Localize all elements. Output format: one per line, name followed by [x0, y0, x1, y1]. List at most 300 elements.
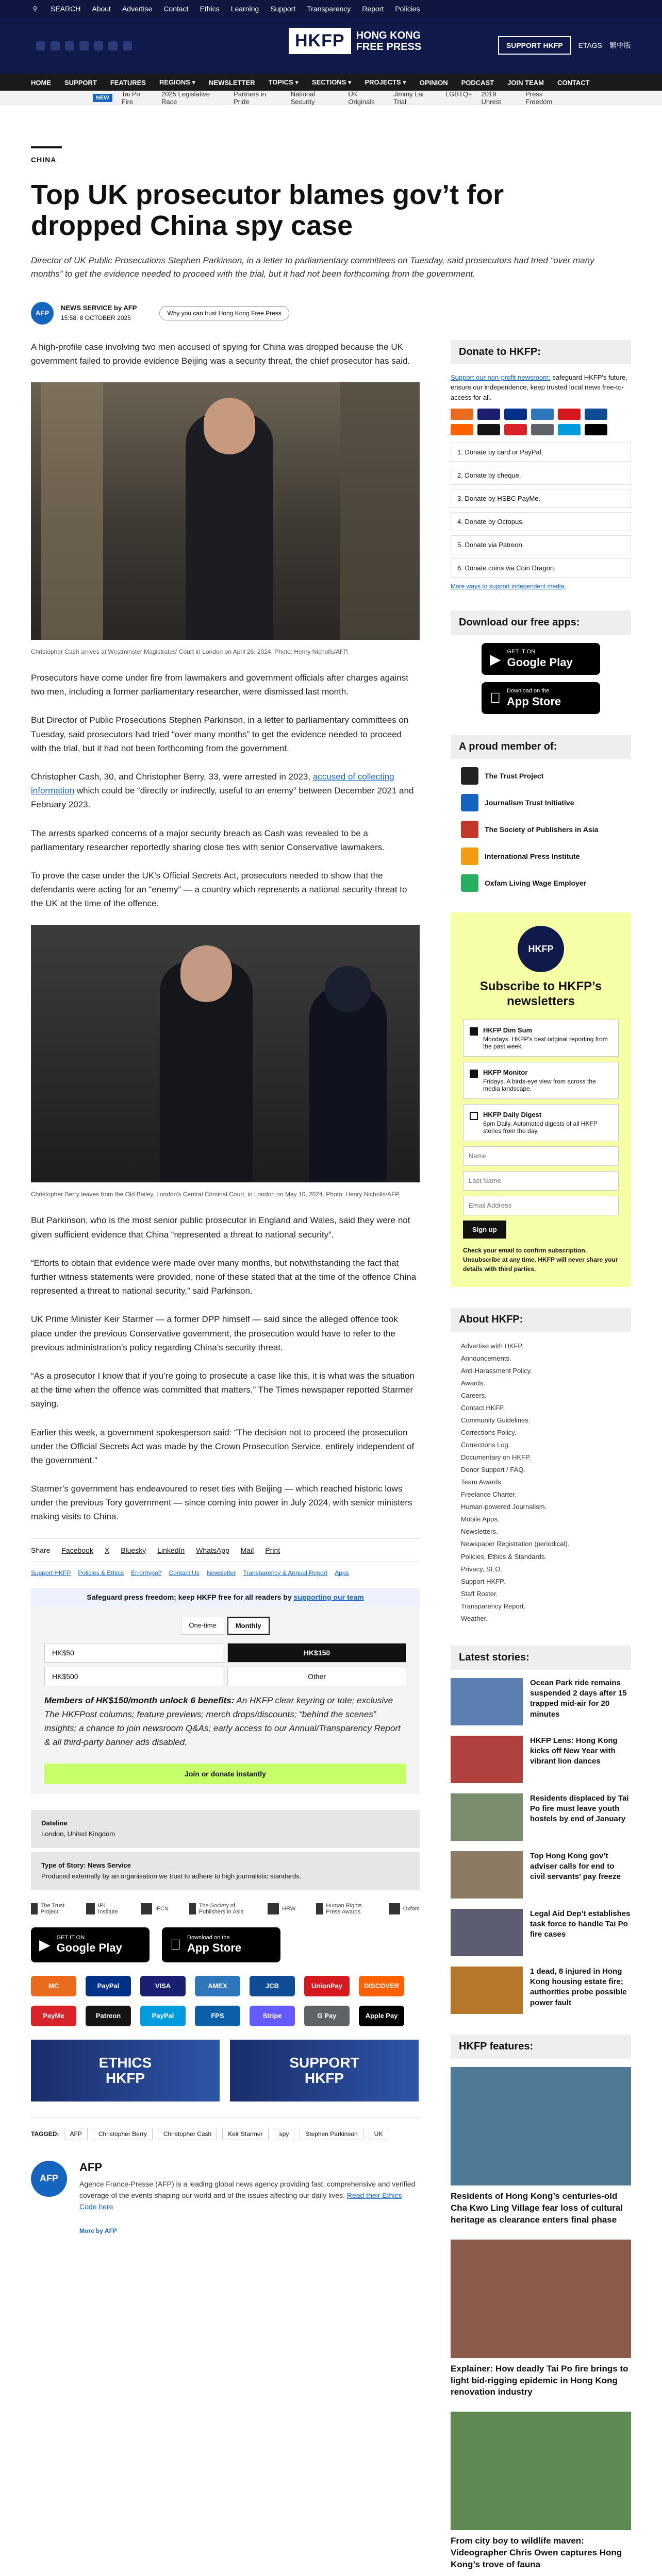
ethics-code-link[interactable]: Read their Ethics Code here — [79, 2191, 402, 2211]
mini-payment-logo — [558, 409, 581, 420]
nav-item[interactable]: HOME — [31, 78, 51, 87]
donate-amounts — [44, 1643, 406, 1686]
story-type-value: Produced externally by an organisation we trust to adhere to high journalistic standards. — [41, 1872, 302, 1880]
about-link[interactable]: Awards. — [461, 1379, 485, 1387]
mini-payment-logo — [531, 424, 554, 435]
payment-logo: JCB — [250, 1976, 295, 1996]
article — [0, 105, 662, 2576]
donate-widget — [31, 1588, 420, 1795]
story-title[interactable]: Top Hong Kong gov’t adviser calls for end to civil servants’ pay freeze — [530, 1851, 621, 1882]
feature-title[interactable]: From city boy to wildlife maven: Videographer Chris Owen captures Hong Kong’s trove of fauna — [451, 2536, 622, 2570]
member-logo[interactable] — [461, 794, 631, 811]
about-link[interactable]: Careers. — [461, 1391, 487, 1399]
donate-options — [451, 443, 631, 578]
trending-item[interactable]: Jimmy Lai Trial — [393, 90, 424, 106]
promo-banners — [31, 2040, 420, 2102]
mini-payment-logo — [585, 409, 607, 420]
story-thumbnail[interactable] — [451, 1851, 523, 1899]
payment-logo: VISA — [140, 1976, 186, 1996]
app-store-buttons — [31, 1927, 420, 1962]
mini-payment-logo — [451, 424, 473, 435]
donate-option[interactable]: 5. Donate via Patreon. — [451, 535, 631, 554]
chinese-edition-link[interactable]: 繁中版 — [609, 41, 631, 49]
members-benefits-title: Members of HK$150/month unlock 6 benefits: — [44, 1695, 235, 1705]
payment-logo: AMEX — [195, 1976, 240, 1996]
threads-icon[interactable] — [108, 41, 118, 50]
instagram-icon[interactable] — [65, 41, 74, 50]
about-link[interactable]: Policies, Ethics & Standards. — [461, 1552, 547, 1561]
members-benefits — [44, 1693, 406, 1750]
search-icon[interactable]: ⚲ — [32, 5, 38, 12]
member-logo[interactable] — [461, 848, 631, 865]
donate-frequency — [44, 1617, 406, 1635]
paragraph-group-4 — [31, 1213, 420, 1523]
top-link[interactable]: About — [92, 5, 111, 13]
latest-story[interactable] — [451, 1678, 631, 1725]
byline-date: 15:58, 8 OCTOBER 2025 — [61, 314, 131, 322]
member-logo[interactable] — [461, 874, 631, 892]
support-hkfp-button[interactable]: SUPPORT HKFP — [498, 36, 571, 55]
mini-payment-logo — [477, 409, 500, 420]
new-badge: NEW — [93, 94, 112, 102]
latest-story[interactable] — [451, 1967, 631, 2014]
payment-logo: Apple Pay — [359, 2006, 404, 2026]
sidebar-google-play-button[interactable]: ▶ GET IT ON Google Play — [482, 643, 600, 675]
story-thumbnail[interactable] — [451, 1736, 523, 1783]
trending-item[interactable]: UK Originals — [348, 90, 375, 106]
para-cash-pre: Christopher Cash, 30, and Christopher Berry, 33, were arrested in 2023, — [31, 771, 313, 782]
mini-payment-logo — [504, 424, 527, 435]
trending-item[interactable]: Partners in Pride — [234, 90, 267, 106]
about-links — [451, 1340, 631, 1625]
top-link[interactable]: Learning — [230, 5, 259, 13]
story-type-box — [31, 1852, 420, 1890]
payment-logo: MC — [31, 1976, 76, 1996]
author-avatar[interactable]: AFP — [31, 302, 54, 325]
mini-payment-logo — [451, 409, 473, 420]
app-store-label: Download on the App Store — [176, 1934, 231, 1954]
payment-logo: PayMe — [31, 2006, 76, 2026]
about-link[interactable]: Staff Roster. — [461, 1589, 498, 1598]
logo-mark: HKFP — [289, 28, 351, 54]
main-nav — [0, 74, 662, 91]
footer-link[interactable]: Support HKFP — [31, 1569, 71, 1577]
app-store-button[interactable] — [162, 1927, 280, 1962]
article-footer-links — [31, 1569, 420, 1577]
article-paragraph: Prosecutors have come under fire from lawmakers and government officials after charges against two men, including a former parliamentary researcher, were dismissed last month. — [31, 673, 408, 697]
tag-link[interactable]: Christopher Berry — [93, 2128, 153, 2140]
feature-story[interactable] — [451, 2067, 631, 2226]
footer-link[interactable]: Contact Us — [169, 1569, 200, 1577]
promo-banner[interactable]: ETHICS HKFP — [31, 2040, 220, 2102]
about-link[interactable]: Mobile Apps. — [461, 1515, 500, 1523]
about-link[interactable]: Newspaper Registration (periodical). — [461, 1540, 570, 1548]
signup-button[interactable]: Sign up — [463, 1221, 506, 1239]
photo-christopher-cash — [31, 382, 420, 640]
latest-story[interactable] — [451, 1793, 631, 1841]
photo-christopher-berry — [31, 925, 420, 1182]
article-paragraph: A high-profile case involving two men accused of spying for China was dropped because the UK government failed to provide evidence Beijing was a security threat, the chief prosecutor has said. — [31, 342, 410, 366]
newsletter-option-desc: Fridays. A birds-eye view from across the media landscape. — [483, 1077, 596, 1092]
newsletter-option-title: HKFP Daily Digest — [483, 1110, 542, 1118]
trust-logo: IFCN — [141, 1903, 169, 1914]
photo-caption-2: Christopher Berry leaves from the Old Bailey, London's Central Criminal Court, in London on May 10, 2024. Photo: Henry Nicholls/AFP. — [31, 1191, 401, 1198]
tag-link[interactable]: spy — [274, 2128, 295, 2140]
feature-image[interactable] — [451, 2067, 631, 2185]
donate-option[interactable]: 1. Donate by card or PayPal. — [451, 443, 631, 462]
mini-payment-logo — [531, 409, 554, 420]
footer-link[interactable]: Policies & Ethics — [78, 1569, 124, 1577]
donate-option[interactable]: 4. Donate by Octopus. — [451, 512, 631, 531]
amount-other[interactable]: Other — [227, 1667, 406, 1686]
newsletter-checkbox[interactable] — [470, 1070, 478, 1078]
donate-head — [31, 1588, 420, 1606]
nav-item[interactable]: NEWSLETTER — [209, 78, 255, 87]
trending-item[interactable]: 2019 Unrest — [481, 90, 501, 106]
more-ways-link[interactable]: More ways to support independent media. — [451, 583, 566, 590]
support-newsroom-link[interactable]: Support our non-profit newsroom: — [451, 373, 551, 381]
latest-story[interactable] — [451, 1851, 631, 1899]
top-link[interactable]: Policies — [395, 5, 420, 13]
top-search-label[interactable]: SEARCH — [51, 5, 81, 13]
article-paragraph: The arrests sparked concerns of a major security breach as Cash was revealed to be a parliamentary researcher reportedly sharing close ties with senior Conservative lawmakers. — [31, 828, 385, 852]
share-link[interactable]: Mail — [240, 1546, 254, 1554]
article-title: Top UK prosecutor blames gov’t for dropped China spy case — [31, 179, 504, 242]
feature-title[interactable]: Explainer: How deadly Tai Po fire brings to light bid-rigging epidemic in Hong Kong renovation industry — [451, 2363, 628, 2397]
latest-story[interactable] — [451, 1909, 631, 1956]
about-link[interactable]: Documentary on HKFP. — [461, 1453, 531, 1462]
twitter-icon[interactable] — [36, 41, 45, 50]
play-icon: ▶ — [39, 1937, 51, 1953]
payment-logo: FPS — [195, 2006, 240, 2026]
sidebar-payment-logos — [451, 409, 631, 435]
newsletter-option[interactable] — [463, 1062, 619, 1099]
masthead — [0, 18, 662, 74]
byline — [31, 302, 631, 325]
tags-row — [31, 2117, 420, 2140]
member-logos — [451, 767, 631, 892]
newsletter-options — [463, 1020, 619, 1141]
accused-link[interactable]: accused of collecting information — [31, 771, 394, 796]
about-link[interactable]: Freelance Charter. — [461, 1490, 517, 1499]
apps-title: Download our free apps: — [451, 611, 631, 635]
share-bar — [31, 1538, 420, 1562]
article-paragraph-cash — [31, 770, 420, 812]
share-link[interactable]: X — [104, 1546, 110, 1554]
nav-item[interactable]: PODCAST — [461, 78, 494, 87]
top-link[interactable]: Advertise — [122, 5, 153, 13]
top-link[interactable]: Ethics — [200, 5, 220, 13]
rss-icon[interactable] — [123, 41, 132, 50]
latest-title: Latest stories: — [451, 1646, 631, 1670]
tagged-label: TAGGED: — [31, 2130, 59, 2138]
article-paragraph: To prove the case under the UK’s Official Secrets Act, prosecutors needed to show that the defendants were acting for an “enemy” — a country which represents a national security threat to the UK at the time of the offence. — [31, 870, 407, 909]
footer-link[interactable]: Transparency & Annual Report — [243, 1569, 328, 1577]
story-title[interactable]: HKFP Lens: Hong Kong kicks off New Year with vibrant lion dances — [530, 1736, 618, 1766]
logo-text — [356, 30, 422, 53]
story-thumbnail[interactable] — [451, 1793, 523, 1841]
newsletter-option-desc: Mondays. HKFP's best original reporting from the past week. — [483, 1035, 608, 1050]
trending-item[interactable]: 2025 Legislative Race — [161, 90, 210, 106]
apple-icon — [170, 1937, 181, 1953]
feature-image[interactable] — [451, 2412, 631, 2530]
payment-logo: DISCOVER — [359, 1976, 404, 1996]
donate-option[interactable]: 2. Donate by cheque. — [451, 466, 631, 485]
proud-member-title: A proud member of: — [451, 735, 631, 759]
apple-icon — [490, 690, 501, 706]
more-by-author-link[interactable]: More by AFP — [79, 2227, 117, 2234]
about-link[interactable]: Team Awards. — [461, 1478, 503, 1486]
sidebar-app-store-button[interactable]: Download on the App Store — [482, 682, 600, 714]
tag-link[interactable]: Stephen Parkinson — [300, 2128, 363, 2140]
about-link[interactable]: Support HKFP. — [461, 1577, 505, 1585]
trending-items — [122, 90, 569, 106]
top-links — [92, 5, 420, 13]
newsletter-option[interactable] — [463, 1020, 619, 1057]
payment-logo: Stripe — [250, 2006, 295, 2026]
author-box-avatar[interactable]: AFP — [31, 2161, 67, 2197]
newsletter-option-text — [483, 1111, 612, 1134]
trending-item[interactable]: Tai Po Fire — [121, 90, 140, 106]
article-paragraph: But Parkinson, who is the most senior public prosecutor in England and Wales, said they were not given sufficient evidence that China “represented a threat to national security”. — [31, 1215, 410, 1240]
features-title: HKFP features: — [451, 2035, 631, 2059]
member-logo-icon — [461, 794, 478, 811]
about-link[interactable]: Corrections Policy. — [461, 1429, 517, 1437]
share-link[interactable]: Bluesky — [121, 1546, 146, 1554]
dateline-label: Dateline — [41, 1819, 68, 1827]
share-link[interactable]: LinkedIn — [157, 1546, 185, 1554]
name-field[interactable] — [463, 1146, 619, 1166]
top-link[interactable]: Contact — [163, 5, 189, 13]
payment-logo: Patreon — [86, 2006, 131, 2026]
article-paragraph: UK Prime Minister Keir Starmer — a former DPP himself — said since the alleged offence took place under the previous Conservative government, the prosecution would have to refer to the previous administration’s policy regarding China’s security threat. — [31, 1314, 398, 1352]
tag-link[interactable]: UK — [369, 2128, 389, 2140]
nav-item[interactable]: PROJECTS ▾ — [365, 78, 406, 86]
nav-item[interactable]: JOIN TEAM — [507, 78, 544, 87]
promo-banner[interactable]: SUPPORT HKFP — [230, 2040, 419, 2102]
story-title[interactable]: Legal Aid Dep’t establishes task force to handle Tai Po fire cases — [530, 1909, 631, 1939]
about-link[interactable]: Advertise with HKFP. — [461, 1342, 524, 1350]
nav-item[interactable]: TOPICS ▾ — [268, 78, 299, 86]
story-thumbnail[interactable] — [451, 1967, 523, 2014]
byline-author[interactable]: NEWS SERVICE by AFP — [61, 303, 137, 312]
top-link[interactable]: Transparency — [307, 5, 351, 13]
member-logo-label: Oxfam Living Wage Employer — [485, 879, 587, 888]
masthead-actions — [498, 36, 631, 55]
paragraph-group-1 — [31, 340, 420, 368]
mini-payment-logo — [585, 424, 607, 435]
nav-item[interactable]: REGIONS ▾ — [159, 78, 196, 86]
trust-logo: The Society of Publishers in Asia — [189, 1903, 247, 1915]
about-link[interactable]: Community Guidelines. — [461, 1416, 531, 1424]
latest-stories — [451, 1678, 631, 2014]
article-paragraph: But Director of Public Prosecutions Stephen Parkinson, in a letter to parliamentary committees on Tuesday, said prosecutors had tried “over many months” to get the evidence needed to proceed with the trial, but it had not been forthcoming from the government. — [31, 715, 409, 753]
about-link[interactable]: Privacy, SEO. — [461, 1565, 502, 1573]
newsletter-option-title: HKFP Monitor — [483, 1068, 528, 1076]
about-link[interactable]: Announcements. — [461, 1354, 511, 1362]
newsletter-signup — [451, 912, 631, 1287]
trending-bar — [0, 91, 662, 105]
about-link[interactable]: Human-powered Journalism. — [461, 1503, 547, 1511]
mini-payment-logo — [558, 424, 581, 435]
newsletter-option[interactable] — [463, 1104, 619, 1141]
join-donate-button[interactable]: Join or donate instantly — [44, 1764, 406, 1784]
payment-logo: PayPal — [86, 1976, 131, 1996]
latest-story[interactable] — [451, 1736, 631, 1783]
content-columns — [31, 340, 631, 2576]
article-lede: Director of UK Public Prosecutions Stephen Parkinson, in a letter to parliamentary committees on Tuesday, said prosecutors had tried “over many months” to get the evidence needed to proceed with the trial, but it had not been forthcoming from the government. — [31, 255, 594, 279]
dateline-value: London, United Kingdom — [41, 1830, 115, 1838]
member-logo[interactable] — [461, 767, 631, 785]
newsletter-logo: HKFP — [518, 926, 564, 972]
about-title: About HKFP: — [451, 1308, 631, 1332]
youtube-icon[interactable] — [79, 41, 89, 50]
about-link[interactable]: Transparency Report. — [461, 1602, 526, 1610]
trending-item[interactable]: National Security — [290, 90, 316, 106]
story-title[interactable]: 1 dead, 8 injured in Hong Kong housing estate fire; authorities probe possible power fault — [530, 1967, 627, 2007]
trending-item[interactable]: Press Freedom — [525, 90, 553, 106]
mini-payment-logo — [504, 409, 527, 420]
email-field[interactable] — [463, 1196, 619, 1215]
sidebar — [451, 340, 631, 2576]
dateline-box — [31, 1810, 420, 1848]
newsletter-checkbox[interactable] — [470, 1027, 478, 1036]
freq-monthly[interactable]: Monthly — [227, 1617, 270, 1635]
logo-text-line-1: HONG KONG — [356, 29, 421, 41]
story-type-label: Type of Story: News Service — [41, 1861, 131, 1869]
newsletter-checkbox[interactable] — [470, 1112, 478, 1120]
top-bar — [0, 0, 662, 18]
nav-item[interactable]: SUPPORT — [64, 78, 97, 87]
article-category[interactable]: CHINA — [31, 156, 57, 164]
trending-item[interactable]: LGBTQ+ — [445, 90, 472, 98]
article-paragraph: Earlier this week, a government spokesperson said: “The decision not to proceed the prosecution under the Official Secrets Act was made by the Crown Prosecution Service, entirely independent of the government.” — [31, 1427, 415, 1465]
linkedin-icon[interactable] — [94, 41, 103, 50]
member-logo-icon — [461, 874, 478, 892]
feature-story[interactable] — [451, 2240, 631, 2399]
member-logo-icon — [461, 821, 478, 838]
feature-title[interactable]: Residents of Hong Kong’s centuries-old Cha Kwo Ling Village fear loss of cultural heritage as clearance enters final phase — [451, 2191, 623, 2225]
payment-logos — [31, 1976, 420, 2026]
mini-payment-logo — [477, 424, 500, 435]
tag-link[interactable]: AFP — [64, 2128, 87, 2140]
google-play-button[interactable] — [31, 1927, 150, 1962]
donate-blurb: Support our non-profit newsroom: safeguard HKFP's future, ensure our independence, keep trusted local news free-to-access for all. — [451, 373, 627, 401]
footer-link[interactable]: Newsletter — [206, 1569, 236, 1577]
trust-logo: IPI Institute — [86, 1903, 121, 1915]
donate-title: Donate to HKFP: — [451, 340, 631, 364]
article-paragraph: “Efforts to obtain that evidence were made over many months, but notwithstanding the fact that further witness statements were provided, none of these stated that at the time of the offence China represented a threat to national security,” said Parkinson. — [31, 1258, 417, 1296]
feature-story[interactable] — [451, 2412, 631, 2571]
donate-head-text: Safeguard press freedom; keep HKFP free for all readers by — [87, 1592, 294, 1601]
amount-150[interactable]: HK$150 — [227, 1643, 406, 1663]
sidebar-app-buttons — [451, 643, 631, 714]
trust-logo: Oxfam — [389, 1903, 420, 1914]
byline-meta — [61, 303, 137, 324]
member-logo-label: International Press Institute — [485, 852, 580, 861]
about-link[interactable]: Newsletters. — [461, 1528, 498, 1536]
facebook-icon[interactable] — [51, 41, 60, 50]
last-name-field[interactable] — [463, 1171, 619, 1191]
newsletter-title: Subscribe to HKFP’s newsletters — [479, 979, 602, 1008]
donate-option[interactable]: 3. Donate by HSBC PayMe. — [451, 489, 631, 508]
trust-logo: The Trust Project — [31, 1903, 65, 1915]
share-link[interactable]: WhatsApp — [196, 1546, 229, 1554]
why-trust-pill[interactable]: Why you can trust Hong Kong Free Press — [159, 306, 289, 320]
members-benefits-text: An HKFP clear keyring or tote; exclusive The HKFPost columns; feature previews; merch drops/discounts; “behind the scenes” insights; a chance to join newsroom Q&As; early access to our Annual/Transparency Report & all third-party banner ads disabled. — [44, 1695, 401, 1748]
about-link[interactable]: Corrections Log. — [461, 1441, 510, 1449]
article-paragraph: Starmer’s government has endeavoured to reset ties with Beijing — which reached historic lows under the previous Tory government — since coming into power in July 2024, with senior ministers making visits to China. — [31, 1484, 412, 1522]
nav-item[interactable]: CONTACT — [557, 78, 590, 87]
tag-link[interactable]: Keir Starmer — [222, 2128, 268, 2140]
top-link[interactable]: Support — [270, 5, 296, 13]
payment-logo: G Pay — [304, 2006, 350, 2026]
about-link[interactable]: Donor Support / FAQ. — [461, 1466, 526, 1474]
trust-logo: Human Rights Press Awards — [316, 1903, 368, 1915]
story-thumbnail[interactable] — [451, 1909, 523, 1956]
nav-item[interactable]: FEATURES — [110, 78, 146, 87]
paragraph-group-3 — [31, 826, 420, 911]
article-body — [31, 340, 420, 2576]
member-logo-icon — [461, 848, 478, 865]
nav-item[interactable]: SECTIONS ▾ — [311, 78, 352, 86]
google-play-label: GET IT ON Google Play — [56, 1934, 122, 1954]
newsletter-option-title: HKFP Dim Sum — [483, 1026, 533, 1034]
author-box — [31, 2161, 420, 2234]
about-link[interactable]: Weather. — [461, 1614, 488, 1622]
amount-50[interactable]: HK$50 — [44, 1643, 223, 1663]
nav-item[interactable]: OPINION — [419, 78, 448, 87]
donate-head-link[interactable]: supporting our team — [293, 1592, 364, 1601]
author-box-text — [79, 2161, 420, 2234]
share-label: Share — [31, 1546, 51, 1554]
tag-link[interactable]: Christopher Cash — [158, 2128, 217, 2140]
story-thumbnail[interactable] — [451, 1678, 523, 1725]
author-box-name[interactable]: AFP — [79, 2160, 102, 2174]
article-paragraph: “As a prosecutor I know that if you’re going to prosecute a case like this, it is what was the situation at the time when the offence was committed that matters,” The Times newspaper reported Starmer saying. — [31, 1370, 415, 1409]
trust-logo: HRW — [268, 1903, 295, 1914]
share-link[interactable]: Facebook — [61, 1546, 93, 1554]
payment-logo: UnionPay — [304, 1976, 350, 1996]
author-box-bio: Agence France-Presse (AFP) is a leading global news agency providing fast, comprehensive and verified coverage of the events shaping our world and of the issues affecting our daily lives. Read their Ethics Code here — [79, 2179, 416, 2211]
member-logo[interactable] — [461, 821, 631, 838]
story-title[interactable]: Ocean Park ride remains suspended 2 days after 15 trapped mid-air for 20 minutes — [530, 1678, 627, 1719]
share-link[interactable]: Print — [265, 1546, 280, 1554]
footer-link[interactable]: Apps — [335, 1569, 349, 1577]
about-link[interactable]: Anti-Harassment Policy. — [461, 1366, 532, 1375]
feature-image[interactable] — [451, 2240, 631, 2358]
member-logo-icon — [461, 767, 478, 785]
etags-link[interactable]: ETAGS — [578, 41, 602, 49]
play-icon: ▶ — [490, 651, 501, 667]
story-title[interactable]: Residents displaced by Tai Po fire must leave youth hostels by end of January — [530, 1793, 629, 1824]
social-icons — [36, 41, 132, 50]
newsletter-option-desc: 6pm Daily. Automated digests of all HKFP stories from the day. — [483, 1120, 598, 1134]
photo-caption-1: Christopher Cash arrives at Westminster Magistrates' Court in London on April 26, 2024. Photo: Henry Nicholls/AFP. — [31, 648, 349, 655]
about-link[interactable]: Contact HKFP. — [461, 1403, 505, 1412]
freq-one-time[interactable]: One-time — [181, 1617, 224, 1635]
top-link[interactable]: Report — [362, 5, 384, 13]
paragraph-group-2 — [31, 671, 420, 755]
newsletter-option-text — [483, 1069, 612, 1092]
donate-option[interactable]: 6. Donate coins via Coin Dragon. — [451, 558, 631, 578]
member-logo-label: The Trust Project — [485, 772, 544, 781]
newsletter-fine-print: Check your email to confirm subscription. Unsubscribe at any time. HKFP will never share your details with third parties. — [463, 1246, 618, 1273]
logo-text-line-2: FREE PRESS — [356, 41, 422, 53]
footer-link[interactable]: Error/typo? — [131, 1569, 162, 1577]
site-logo[interactable] — [289, 28, 421, 54]
amount-500[interactable]: HK$500 — [44, 1667, 223, 1686]
